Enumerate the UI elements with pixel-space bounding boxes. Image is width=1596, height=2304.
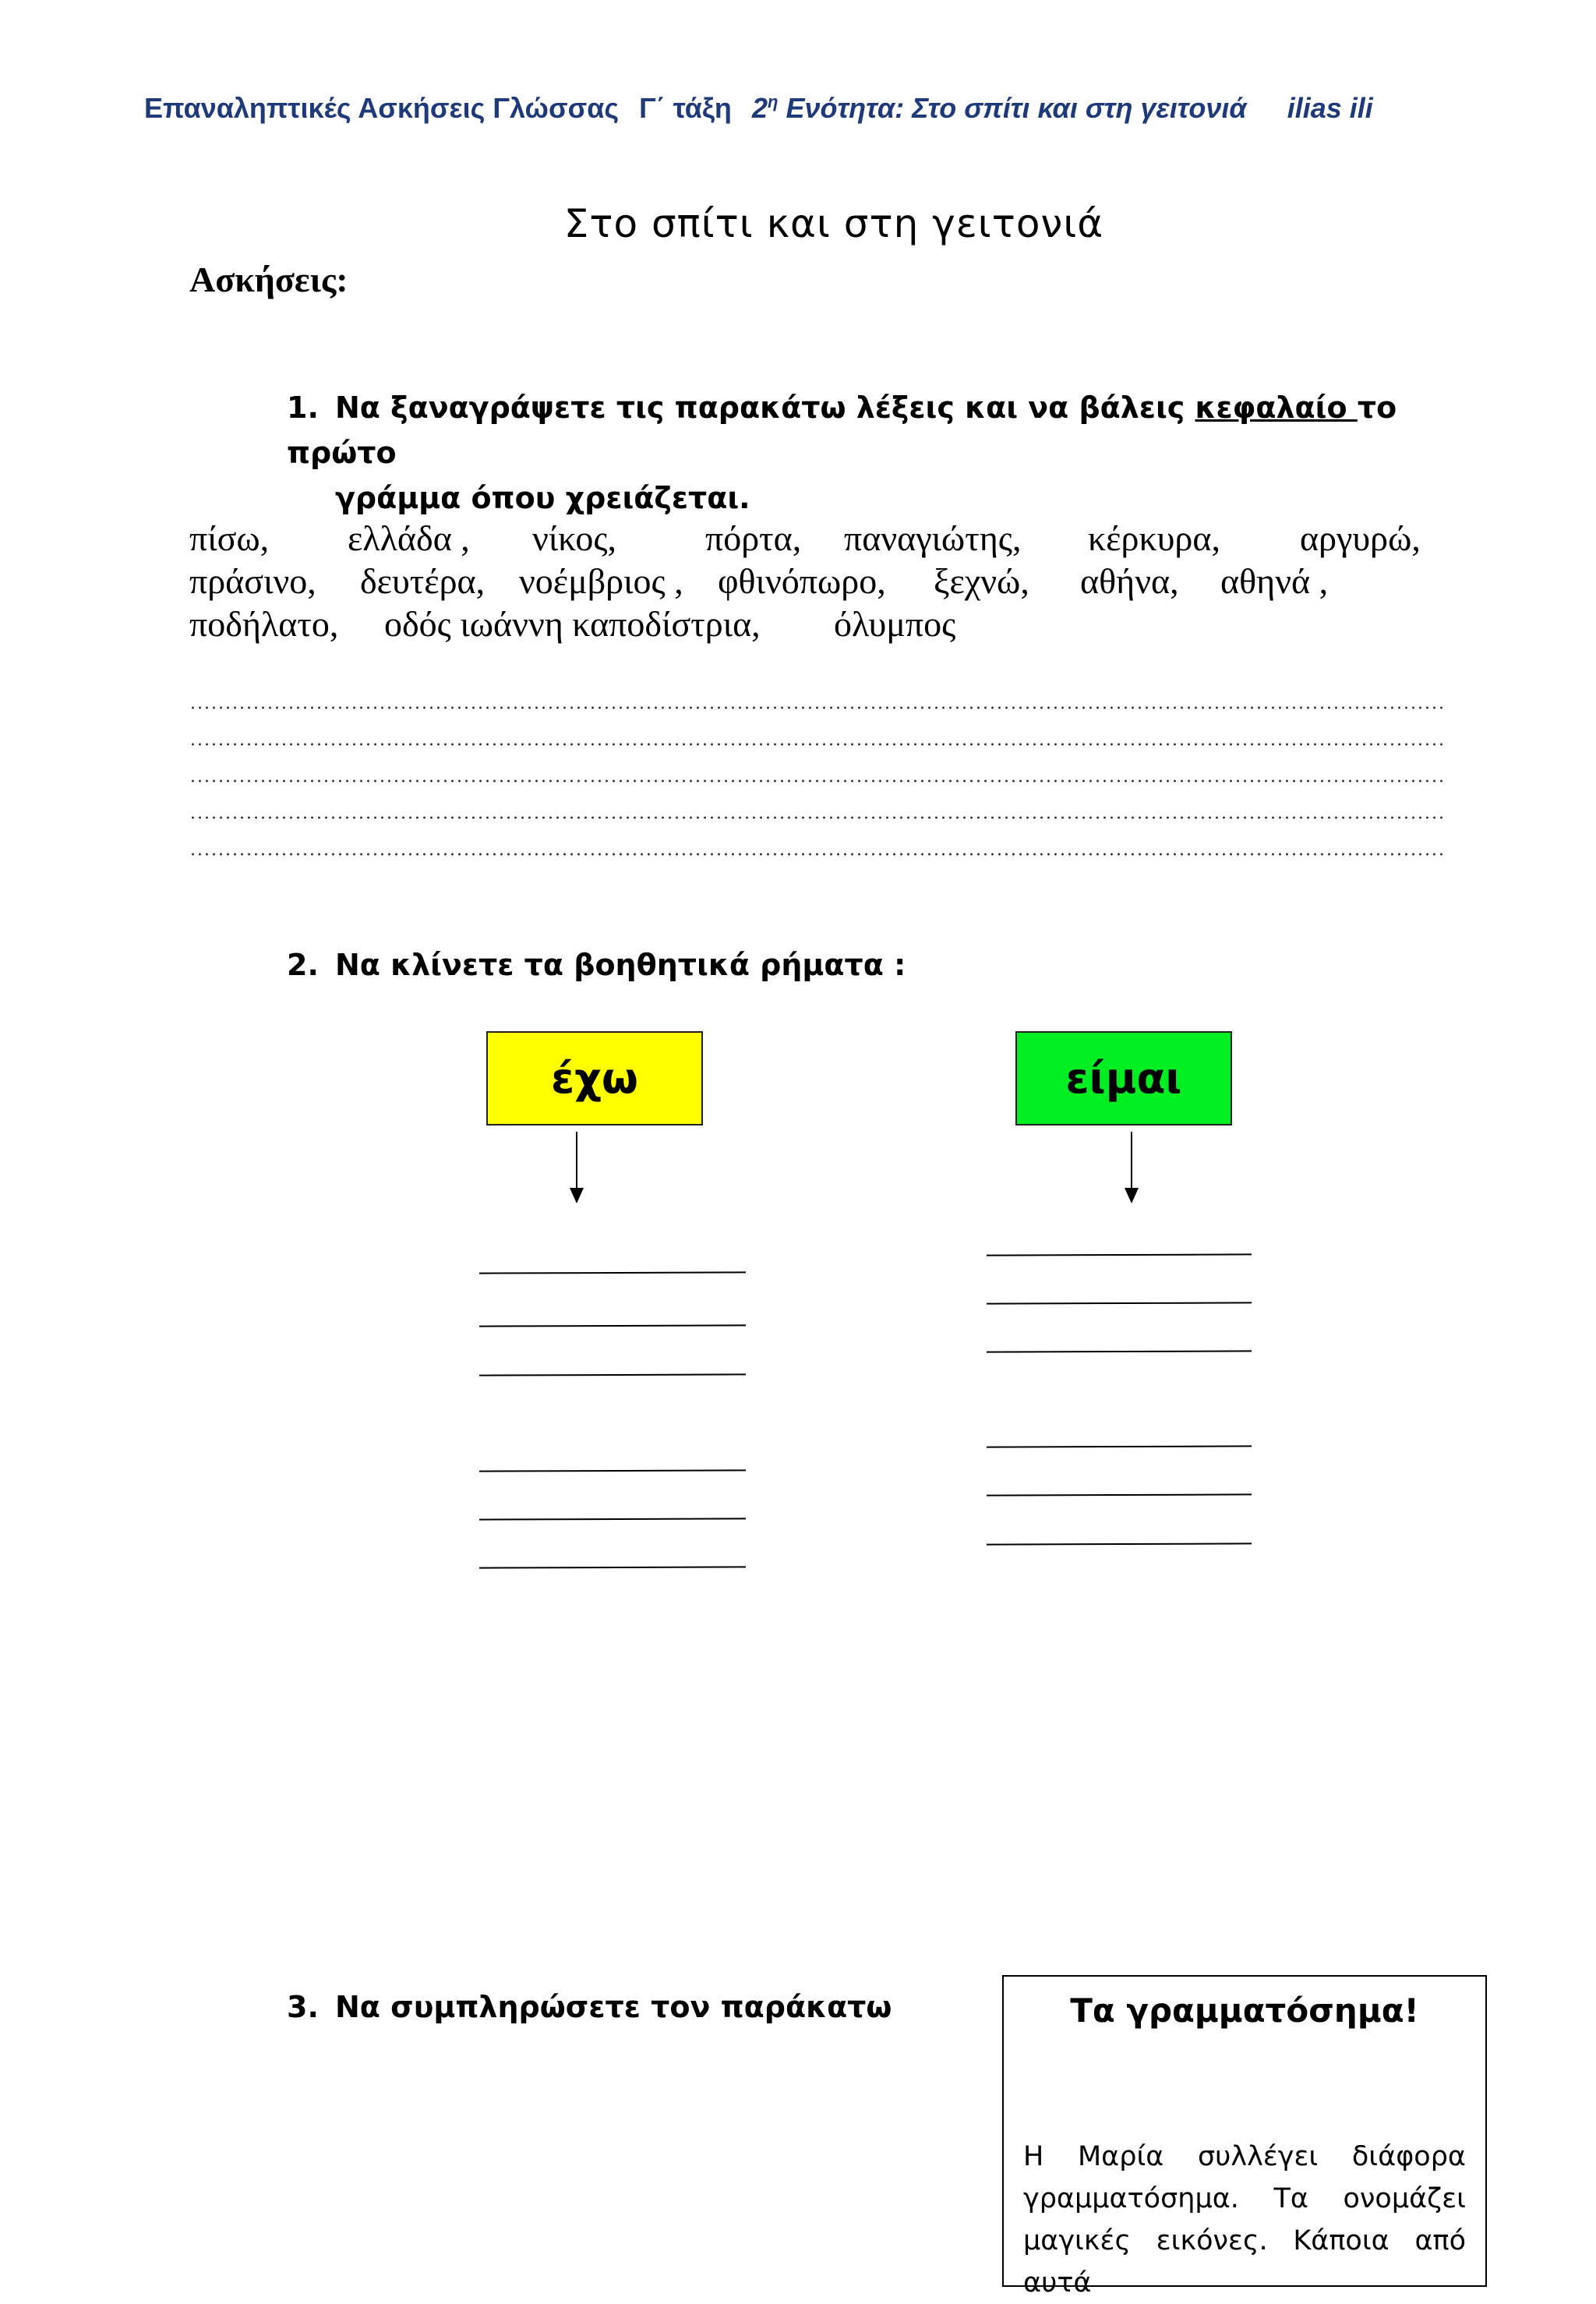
exercises-label: Ασκήσεις: — [189, 260, 348, 299]
word-item: νίκος, — [532, 518, 617, 558]
word-item: ποδήλατο, — [189, 604, 339, 644]
word-item: ελλάδα , — [348, 518, 470, 558]
word-item: δευτέρα, — [360, 561, 486, 601]
answer-dotted-line[interactable] — [189, 816, 1444, 819]
page-header — [144, 92, 1469, 125]
word-item: αθηνά , — [1220, 561, 1329, 601]
exercise1-instruction — [287, 385, 1417, 521]
stamps-text-line: γραμματόσημα. Τα ονομάζει — [1023, 2183, 1466, 2214]
exercise1-text-part2: το πρώτο — [287, 390, 1397, 470]
exercise2-number: 2. — [287, 948, 319, 982]
header-grade: Γ΄ τάξη — [639, 92, 732, 124]
word-item: αθήνα, — [1080, 561, 1179, 601]
conjugation-line-echo[interactable] — [479, 1373, 746, 1376]
conjugation-line-eimai[interactable] — [987, 1493, 1252, 1496]
arrow-eimai — [1131, 1132, 1132, 1188]
verb-box-eimai: είμαι — [1015, 1031, 1232, 1125]
word-item: οδός ιωάννη καποδίστρια, — [384, 604, 761, 644]
stamps-box-title: Τα γραμματόσημα! — [1070, 1991, 1419, 2030]
exercise3-instruction — [287, 1990, 892, 2024]
exercise3-text: Να συμπληρώσετε τον παράκατω — [335, 1990, 892, 2024]
header-subject: Επαναληπτικές Ασκήσεις Γλώσσας — [144, 92, 620, 124]
conjugation-line-eimai[interactable] — [987, 1542, 1252, 1545]
answer-dotted-line[interactable] — [189, 779, 1444, 783]
conjugation-line-echo[interactable] — [479, 1566, 746, 1568]
conjugation-line-eimai[interactable] — [987, 1253, 1252, 1256]
stamps-box-text — [1023, 2136, 1466, 2304]
answer-dotted-line[interactable] — [189, 706, 1444, 709]
conjugation-line-echo[interactable] — [479, 1324, 746, 1327]
word-item: ξεχνώ, — [934, 561, 1029, 601]
conjugation-line-echo[interactable] — [479, 1518, 746, 1520]
stamps-text-line: Η Μαρία συλλέγει διάφορα — [1023, 2141, 1466, 2172]
page-title: Στο σπίτι και στη γειτονιά — [563, 201, 1104, 246]
word-item: όλυμπος — [834, 604, 956, 644]
conjugation-line-eimai[interactable] — [987, 1302, 1252, 1304]
header-unit-number: 2 — [751, 92, 768, 124]
exercise1-text-part1: Να ξαναγράψετε τις παρακάτω λέξεις και να βάλεις — [335, 390, 1185, 425]
word-item: πόρτα, — [705, 518, 802, 558]
word-item: αργυρώ, — [1300, 518, 1421, 558]
conjugation-line-eimai[interactable] — [987, 1445, 1252, 1447]
header-author: ilias ili — [1287, 92, 1373, 124]
word-item: παναγιώτης, — [844, 518, 1022, 558]
verb-box-echo: έχω — [486, 1031, 703, 1125]
stamps-text-line: μαγικές εικόνες. Κάποια από αυτά — [1023, 2225, 1466, 2299]
arrow-echo — [576, 1132, 577, 1188]
header-unit-title: Ενότητα: Στο σπίτι και στη γειτονιά — [786, 92, 1247, 124]
arrow-head-icon — [570, 1188, 584, 1203]
conjugation-line-eimai[interactable] — [987, 1350, 1252, 1352]
arrow-head-icon — [1125, 1188, 1139, 1203]
exercise2-instruction — [287, 948, 906, 982]
exercise1-text-line2: γράμμα όπου χρειάζεται. — [335, 481, 750, 515]
word-item: νοέμβριος , — [519, 561, 683, 601]
word-item: πίσω, — [189, 518, 270, 558]
answer-dotted-line[interactable] — [189, 853, 1444, 856]
word-item: φθινόπωρο, — [718, 561, 886, 601]
word-item: κέρκυρα, — [1088, 518, 1220, 558]
header-unit-sup: η — [767, 92, 779, 111]
exercise1-number: 1. — [287, 390, 319, 425]
exercise1-underlined-word: κεφαλαίο — [1195, 390, 1358, 425]
conjugation-line-echo[interactable] — [479, 1271, 746, 1274]
conjugation-line-echo[interactable] — [479, 1469, 746, 1472]
answer-dotted-line[interactable] — [189, 743, 1444, 746]
word-item: πράσινο, — [189, 561, 316, 601]
exercise2-text: Να κλίνετε τα βοηθητικά ρήματα : — [335, 948, 906, 982]
exercise3-number: 3. — [287, 1990, 319, 2024]
